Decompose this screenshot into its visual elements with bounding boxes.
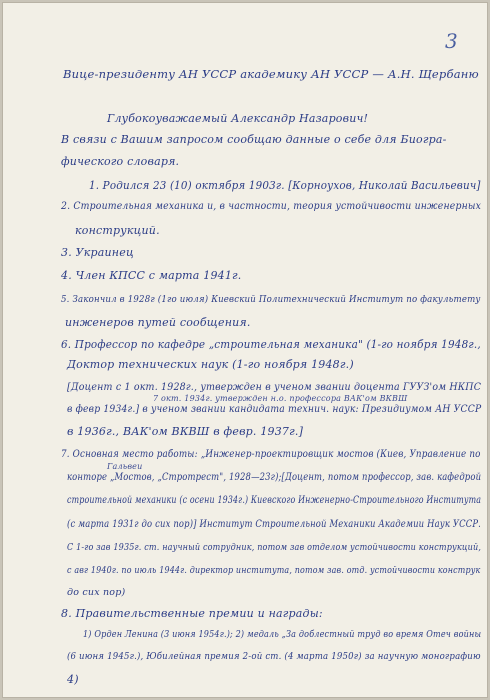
- item-line: 8. Правительственные премии и награды:: [61, 607, 323, 620]
- item-line: (с марта 1931г до сих пор)] Институт Строительной Механики Академии Наук УССР.: [67, 519, 481, 530]
- item-line: с авг 1940г. по июль 1944г. директор института, потом зав. отд. устойчивости конструк: [67, 565, 481, 576]
- item-line: инженеров путей сообщения.: [65, 316, 251, 329]
- item-line: 3. Украинец: [61, 246, 134, 259]
- intro-line: фического словаря.: [61, 155, 180, 168]
- item-line: 4. Член КПСС с марта 1941г.: [61, 269, 242, 282]
- interlinear-insert: 7 окт. 1934г. утвержден н.о. профессора ВАК'ом ВКВШ: [153, 394, 408, 403]
- addressee-line: Вице-президенту АН УССР академику АН УССР — А.Н. Щербаню: [63, 67, 479, 81]
- item-line: (6 июня 1945г.), Юбилейная премия 2-ой ст. (4 марта 1950г) за научную монографию: [67, 651, 481, 662]
- item-line: 7. Основная место работы: „Инженер-проектировщик мостов (Киев, Управление по: [61, 449, 481, 460]
- item-line: конструкций.: [75, 224, 160, 237]
- item-line: в февр 1934г.] в ученом звании кандидата технич. наук: Президиумом АН УССР: [67, 404, 482, 415]
- intro-line: В связи с Вашим запросом сообщаю данные о себе для Биогра-: [61, 133, 447, 146]
- interlinear-insert: Гальвеи: [107, 462, 143, 471]
- page-number: 3: [445, 29, 458, 53]
- item-line: 5. Закончил в 1928г (1го июля) Киевский Политехнический Институт по факультету: [61, 294, 481, 305]
- item-line: в 1936г., ВАК'ом ВКВШ в февр. 1937г.]: [67, 425, 304, 438]
- item-line: до сих пор): [67, 587, 126, 598]
- item-line: 2. Строительная механика и, в частности, теория устойчивости инженерных: [61, 201, 482, 212]
- salutation-line: Глубокоуважаемый Александр Назарович!: [107, 112, 369, 125]
- item-line: С 1-го зав 1935г. ст. научный сотрудник, потом зав отделом устойчивости конструкций,: [67, 542, 482, 553]
- item-line: 1) Орден Ленина (3 июня 1954г.); 2) медаль „За доблестный труд во время Отеч войны: [83, 629, 482, 640]
- item-line: 1. Родился 23 (10) октября 1903г. [Корноухов, Николай Васильевич]: [89, 179, 481, 192]
- item-line: конторе „Мостов, „Стротрест", 1928—23г);[Доцент, потом профессор, зав. кафедрой: [67, 472, 482, 483]
- item-line: 4): [67, 673, 79, 686]
- item-line: [Доцент с 1 окт. 1928г., утвержден в ученом звании доцента ГУУЗ'ом НКПС: [67, 382, 482, 393]
- item-line: строительной механики (с осени 1934г.) Киевского Инженерно-Строительного Института: [67, 495, 482, 506]
- document-sheet: [2, 2, 488, 698]
- item-line: Доктор технических наук (1-го ноября 1948г.): [67, 358, 354, 371]
- item-line: 6. Профессор по кафедре „строительная механика" (1-го ноября 1948г.,: [61, 338, 481, 351]
